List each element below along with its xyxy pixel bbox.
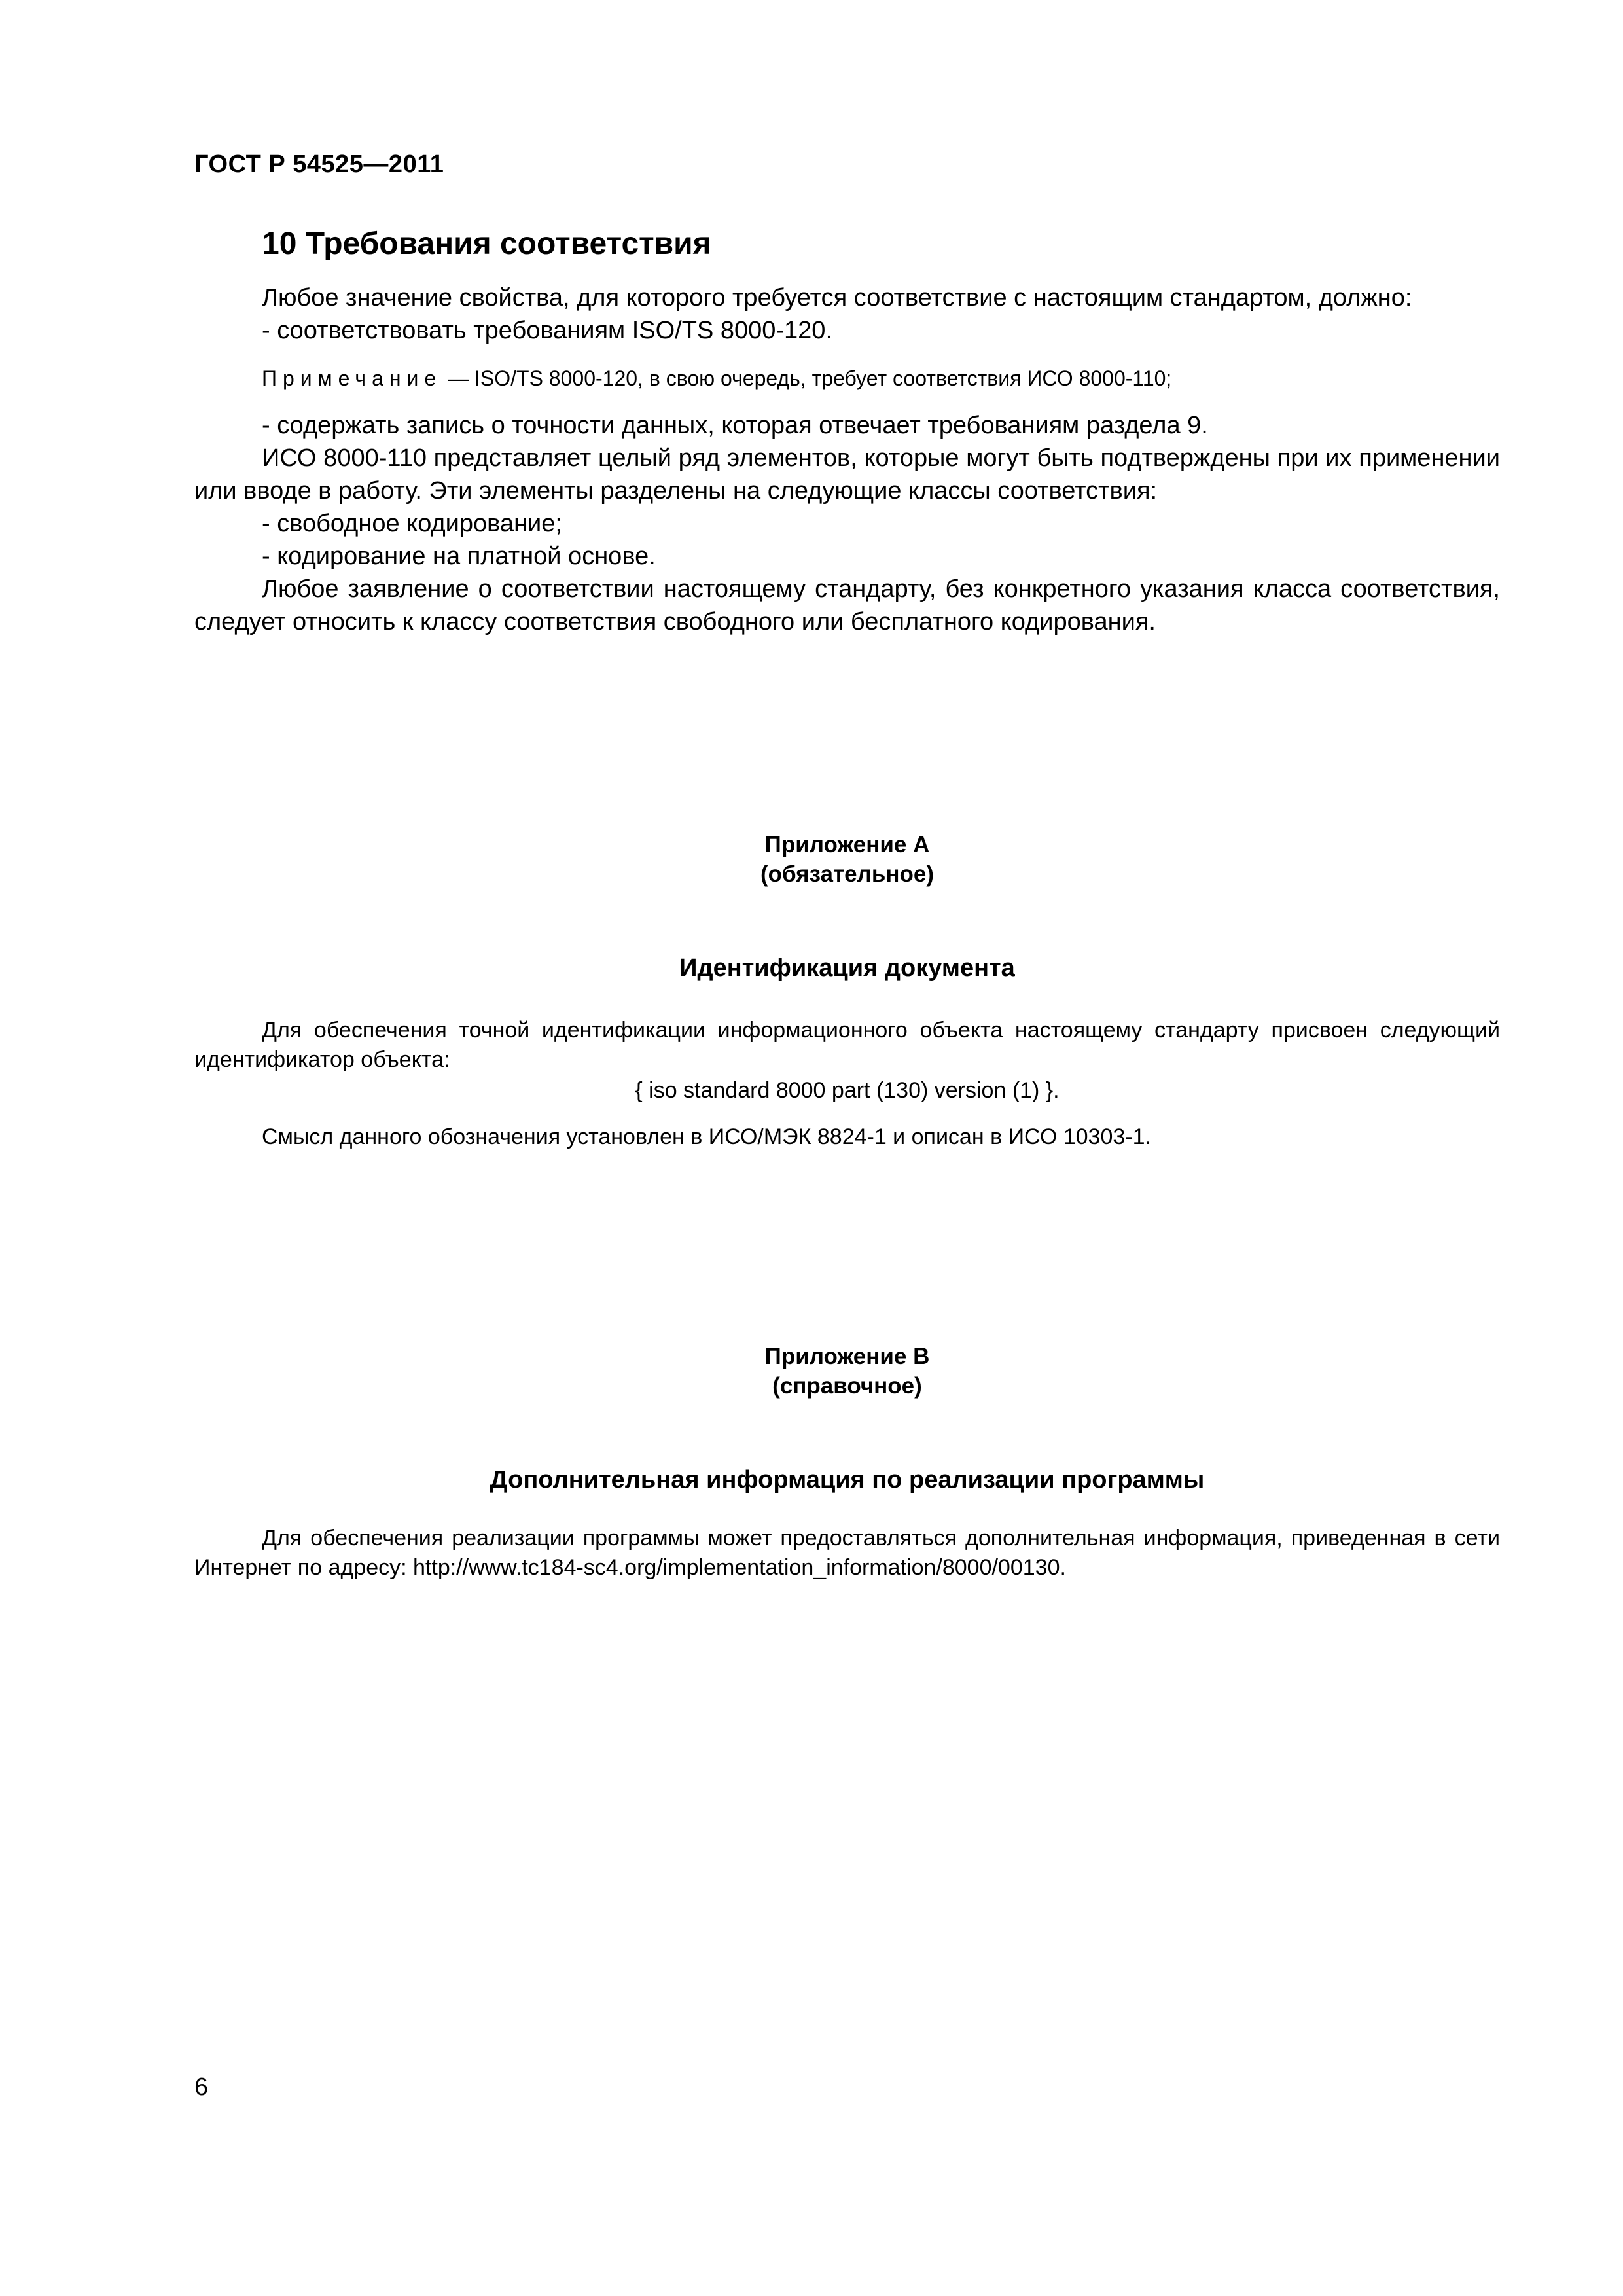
- note: [262, 367, 1171, 391]
- appendix-b-title: Дополнительная информация по реализации программы: [490, 1466, 1205, 1494]
- appendix-a-paragraph-1: Для обеспечения точной идентификации информационного объекта настоящему стандарту присвоен следующий идентификатор объекта:: [194, 1018, 1500, 1072]
- paragraph-conformance-claim: Любое заявление о соответствии настоящему стандарту, без конкретного указания класса соответствия, следует относить к классу соответствия свободного или бесплатного кодирования.: [194, 575, 1500, 636]
- appendix-a-label: Приложение А: [764, 832, 930, 857]
- document-header: ГОСТ Р 54525—2011: [194, 151, 444, 178]
- appendix-b-label: Приложение В: [764, 1344, 930, 1369]
- conformance-class-1: - свободное кодирование;: [262, 510, 562, 537]
- section-intro: Любое значение свойства, для которого требуется соответствие с настоящим стандартом, должно:: [262, 284, 1412, 312]
- appendix-a-title: Идентификация документа: [679, 954, 1015, 982]
- page-number: 6: [194, 2073, 209, 2101]
- appendix-b-status: (справочное): [772, 1373, 922, 1399]
- requirement-item-1: - соответствовать требованиям ISO/TS 8000-120.: [262, 317, 832, 344]
- conformance-class-2: - кодирование на платной основе.: [262, 543, 656, 570]
- paragraph-iso-8000-110: ИСО 8000-110 представляет целый ряд элементов, которые могут быть подтверждены при их применении или вводе в работу. Эти элементы разделены на следующие классы соответствия:: [194, 444, 1500, 505]
- requirement-item-2: - содержать запись о точности данных, которая отвечает требованиям раздела 9.: [262, 412, 1208, 439]
- appendix-a-status: (обязательное): [760, 861, 934, 887]
- note-text: — ISO/TS 8000-120, в свою очередь, требует соответствия ИСО 8000-110;: [448, 367, 1172, 390]
- note-label: Примечание: [262, 367, 442, 390]
- section-title: 10 Требования соответствия: [262, 226, 711, 261]
- object-identifier: { iso standard 8000 part (130) version (1) }.: [635, 1078, 1060, 1103]
- appendix-b-paragraph-1: Для обеспечения реализации программы может предоставляться дополнительная информация, приведенная в сети Интернет по адресу: http://www.tc184-sc4.org/implementation_information/8000/00130.: [194, 1526, 1500, 1580]
- appendix-a-paragraph-2: Смысл данного обозначения установлен в ИСО/МЭК 8824-1 и описан в ИСО 10303-1.: [262, 1124, 1151, 1149]
